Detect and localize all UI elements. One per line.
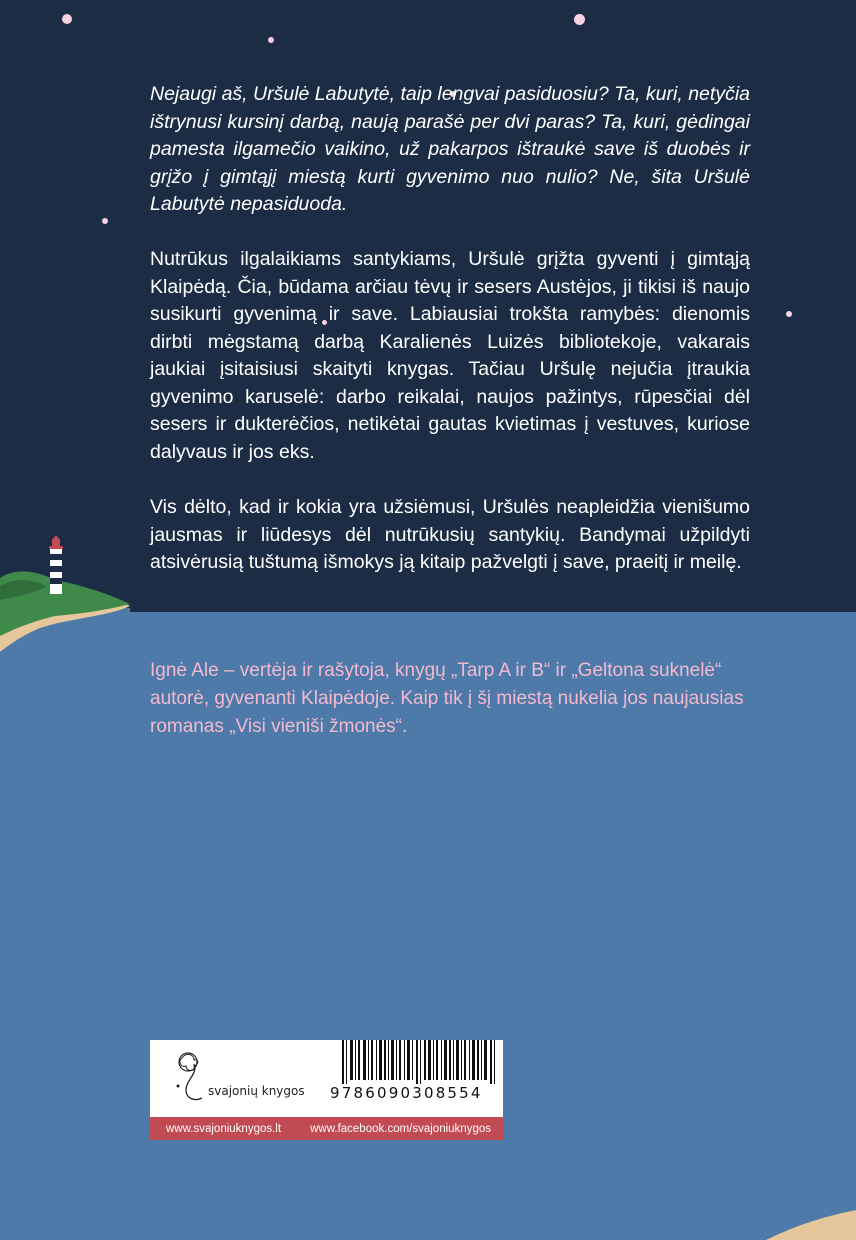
blurb-quote: Nejaugi aš, Uršulė Labutytė, taip lengvai pasiduosiu? Ta, kuri, netyčia ištrynusi kursinį darbą, naują parašė per dvi paras? Ta, kuri, gėdingai pamesta ilgamečio vaikino, už pakarpos ištraukė save iš duobės ir grįžo į gimtąjį miestą kurti gyvenimo nuo nulio? Ne, šita Uršulė Labutytė nepasiduoda.: [150, 83, 750, 215]
star-icon: [62, 14, 72, 24]
publisher-name: svajonių knygos: [208, 1084, 305, 1098]
star-icon: [786, 311, 792, 317]
author-bio: Ignė Ale – vertėja ir rašytoja, knygų „Tarp A ir B“ ir „Geltona suknelė“ autorė, gyvenanti Klaipėdoje. Kaip tik į šį miestą nukelia jos naujausias romanas „Visi vieniši žmonės“.: [150, 660, 744, 737]
star-icon: [268, 37, 274, 43]
website-link[interactable]: www.svajoniuknygos.lt: [166, 1122, 282, 1135]
barcode: [340, 1040, 498, 1116]
lighthouse-icon: [49, 535, 63, 594]
isbn-number: 9786090308554: [330, 1084, 483, 1102]
lighthouse-shore-illustration: [0, 530, 135, 660]
publisher-footer-strip: [150, 1117, 503, 1140]
blurb-paragraph: Vis dėlto, kad ir kokia yra užsiėmusi, Uršulės neapleidžia vienišumo jausmas ir liūdesys dėl nutrūkusių santykių. Bandymai užpildyti atsivėrusią tuštumą išmokys ją kitaip pažvelgti į save, praeitį ir meilę.: [150, 496, 750, 573]
star-icon: [102, 218, 108, 224]
star-icon: [574, 14, 585, 25]
facebook-link[interactable]: www.facebook.com/svajoniuknygos: [310, 1122, 491, 1135]
blurb-paragraph: Nutrūkus ilgalaikiams santykiams, Uršulė grįžta gyventi į gimtąją Klaipėdą. Čia, būdama arčiau tėvų ir sesers Austėjos, ji tikisi iš naujo susikurti gyvenimą ir save. Labiausiai trokšta ramybės: dienomis dirbti mėgstamą darbą Karalienės Luizės bibliotekoje, vakarais jaukiai įsitaisiusi skaityti knygas. Tačiau Uršulę nejučia įtraukia gyvenimo karuselė: darbo reikalai, naujos pažintys, rūpesčiai dėl sesers ir dukterėčios, netikėtai gautas kvietimas į vestuves, kuriose dalyvaus ir jos eks.: [150, 248, 750, 463]
publisher-logo: [172, 1046, 312, 1116]
flower-logo-icon: [172, 1046, 212, 1108]
publisher-box: [150, 1040, 503, 1140]
sand-corner: [766, 1210, 856, 1240]
